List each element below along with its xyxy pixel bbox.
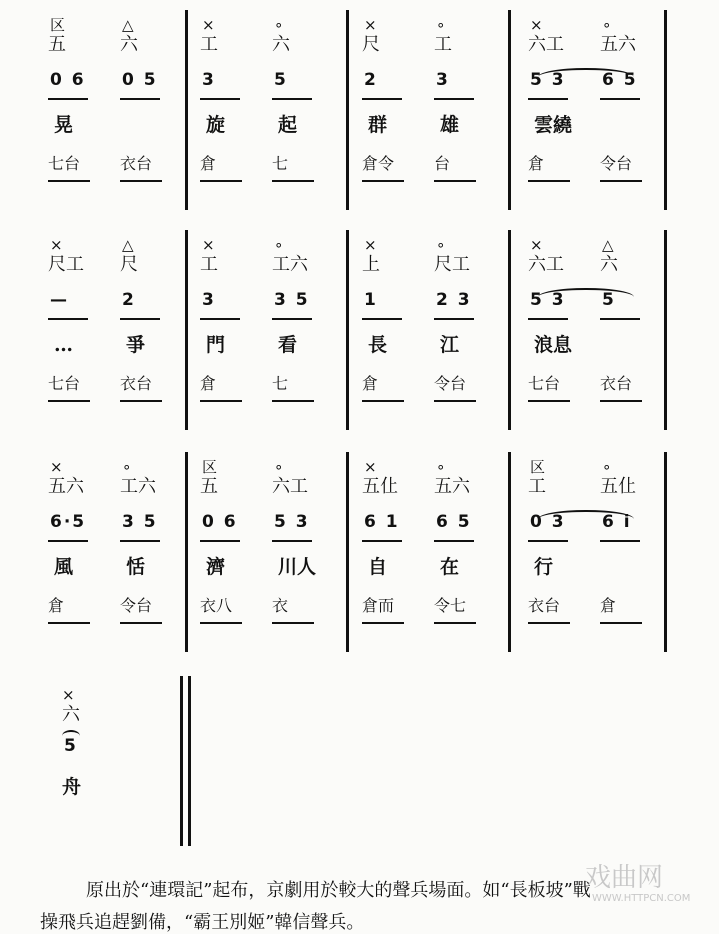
jianpu-number: 3 5 — [274, 290, 310, 310]
lyric-text: 看 — [278, 334, 298, 356]
lyric-text: 風 — [54, 556, 74, 578]
lyric-text: 晃 — [54, 114, 74, 136]
gongche-notation: 五六 — [600, 34, 636, 55]
beam-underline — [362, 318, 402, 320]
lyric-text: 恬 — [126, 556, 146, 578]
jianpu-number: 6 1 — [364, 512, 400, 532]
lyric-text: 起 — [278, 114, 298, 136]
lyric-text: 雲繞 — [534, 114, 573, 136]
percussion-text: 七台 — [48, 374, 81, 393]
percussion-underline — [48, 622, 90, 624]
jianpu-number: 5 — [602, 290, 616, 310]
mark-symbol: × — [202, 16, 215, 34]
percussion-text: 七 — [272, 374, 289, 393]
gongche-notation: 工六 — [272, 254, 308, 275]
gongche-notation: 工 — [528, 476, 546, 497]
percussion-underline — [434, 180, 476, 182]
gongche-notation: 六 — [62, 704, 80, 725]
jianpu-number: 6 i — [602, 512, 632, 532]
mark-symbol: × — [364, 458, 377, 476]
mark-symbol: ∘ — [436, 458, 446, 476]
beam-underline — [120, 540, 160, 542]
mark-symbol: 区 — [202, 458, 218, 476]
gongche-notation: 五六 — [48, 476, 84, 497]
gongche-notation: 五仩 — [600, 476, 636, 497]
percussion-text: 台 — [434, 154, 451, 173]
beam-underline — [272, 540, 312, 542]
mark-symbol: ∘ — [602, 458, 612, 476]
beam-underline — [272, 98, 312, 100]
bar-line — [664, 10, 667, 210]
mark-symbol: × — [530, 236, 543, 254]
mark-symbol: 区 — [530, 458, 546, 476]
mark-symbol: × — [364, 236, 377, 254]
percussion-text: 倉 — [48, 596, 65, 615]
mark-symbol: ∘ — [274, 16, 284, 34]
percussion-text: 倉 — [362, 374, 379, 393]
gongche-notation: 五 — [200, 476, 218, 497]
mark-symbol: ∘ — [602, 16, 612, 34]
percussion-text: 倉 — [528, 154, 545, 173]
gongche-notation: 五六 — [434, 476, 470, 497]
jianpu-number: 0 5 — [122, 70, 158, 90]
percussion-underline — [434, 622, 476, 624]
jianpu-number: 5 3 — [530, 290, 566, 310]
lyric-text: 浪息 — [534, 334, 573, 356]
jianpu-number: 2 — [364, 70, 378, 90]
gongche-notation: 尺工 — [48, 254, 84, 275]
percussion-underline — [600, 622, 642, 624]
mark-symbol: ∘ — [274, 236, 284, 254]
gongche-notation: 工 — [200, 34, 218, 55]
percussion-underline — [434, 400, 476, 402]
percussion-underline — [362, 180, 404, 182]
gongche-notation: 工 — [434, 34, 452, 55]
bar-line — [664, 230, 667, 430]
jianpu-number: 2 3 — [436, 290, 472, 310]
gongche-notation: 六 — [120, 34, 138, 55]
lyric-text: 自 — [368, 556, 388, 578]
mark-symbol: ∘ — [436, 16, 446, 34]
percussion-text: 令台 — [600, 154, 633, 173]
gongche-notation: 六工 — [528, 34, 564, 55]
beam-underline — [120, 98, 160, 100]
lyric-text: 雄 — [440, 114, 460, 136]
percussion-underline — [48, 400, 90, 402]
percussion-underline — [200, 180, 242, 182]
jianpu-number: 3 — [202, 70, 216, 90]
lyric-text: 川人 — [278, 556, 317, 578]
percussion-underline — [272, 622, 314, 624]
percussion-text: 七台 — [48, 154, 81, 173]
percussion-underline — [528, 400, 570, 402]
lyric-text: 在 — [440, 556, 460, 578]
bar-line — [180, 676, 183, 846]
percussion-text: 七台 — [528, 374, 561, 393]
beam-underline — [200, 318, 240, 320]
bar-line — [346, 452, 349, 652]
gongche-notation: 尺工 — [434, 254, 470, 275]
jianpu-number: 5 3 — [530, 70, 566, 90]
percussion-text: 衣台 — [120, 374, 153, 393]
gongche-notation: 工六 — [120, 476, 156, 497]
percussion-underline — [120, 622, 162, 624]
mark-symbol: × — [530, 16, 543, 34]
watermark-url: WWW.HTTPCN.COM — [592, 893, 691, 904]
footnote-line-1: 原出於“連環記”起布，京劇用於較大的聲兵場面。如“長板坡”戰 — [86, 880, 591, 901]
percussion-underline — [200, 400, 242, 402]
mark-symbol: ∘ — [122, 458, 132, 476]
percussion-underline — [272, 180, 314, 182]
percussion-underline — [272, 400, 314, 402]
lyric-text: 旋 — [206, 114, 226, 136]
gongche-notation: 工 — [200, 254, 218, 275]
bar-line — [508, 10, 511, 210]
jianpu-number: 6·5 — [50, 512, 87, 532]
gongche-notation: 上 — [362, 254, 380, 275]
percussion-text: 令台 — [120, 596, 153, 615]
percussion-underline — [600, 180, 642, 182]
lyric-text: 門 — [206, 334, 226, 356]
jianpu-number: 6 5 — [436, 512, 472, 532]
gongche-notation: 五仩 — [362, 476, 398, 497]
footnote-line-2: 操飛兵追趕劉備，“霸王別姬”韓信聲兵。 — [40, 912, 365, 933]
lyric-text: 群 — [368, 114, 388, 136]
beam-underline — [600, 318, 640, 320]
jianpu-number: 0 3 — [530, 512, 566, 532]
jianpu-number: 5 3 — [274, 512, 310, 532]
jianpu-number: 3 5 — [122, 512, 158, 532]
jianpu-number: 5 — [274, 70, 288, 90]
slur-arc — [538, 288, 634, 306]
mark-symbol: × — [62, 686, 75, 704]
jianpu-number: 1 — [364, 290, 378, 310]
jianpu-number: 0 6 — [202, 512, 238, 532]
percussion-text: 倉 — [200, 374, 217, 393]
beam-underline — [362, 540, 402, 542]
gongche-notation: 六 — [600, 254, 618, 275]
lyric-text: 長 — [368, 334, 388, 356]
percussion-text: 令七 — [434, 596, 467, 615]
percussion-underline — [362, 622, 404, 624]
bar-line — [346, 230, 349, 430]
bar-line — [188, 676, 191, 846]
beam-underline — [434, 98, 474, 100]
beam-underline — [434, 318, 474, 320]
percussion-text: 倉 — [200, 154, 217, 173]
bar-line — [508, 452, 511, 652]
lyric-text: 舟 — [62, 776, 82, 798]
percussion-text: 衣台 — [528, 596, 561, 615]
mark-symbol: × — [50, 458, 63, 476]
jianpu-number: 2 — [122, 290, 136, 310]
bar-line — [185, 10, 188, 210]
beam-underline — [600, 540, 640, 542]
percussion-underline — [362, 400, 404, 402]
beam-underline — [48, 540, 88, 542]
beam-underline — [200, 540, 240, 542]
jianpu-number: 3 — [436, 70, 450, 90]
percussion-underline — [600, 400, 642, 402]
gongche-notation: 六工 — [272, 476, 308, 497]
lyric-text: 爭 — [126, 334, 146, 356]
mark-symbol: △ — [602, 236, 614, 254]
percussion-underline — [48, 180, 90, 182]
percussion-text: 衣台 — [120, 154, 153, 173]
mark-symbol: △ — [122, 236, 134, 254]
percussion-underline — [120, 180, 162, 182]
percussion-text: 衣台 — [600, 374, 633, 393]
beam-underline — [528, 98, 568, 100]
beam-underline — [528, 540, 568, 542]
mark-symbol: ∘ — [436, 236, 446, 254]
gongche-notation: 尺 — [120, 254, 138, 275]
beam-underline — [434, 540, 474, 542]
lyric-text: 江 — [440, 334, 460, 356]
percussion-text: 倉令 — [362, 154, 395, 173]
gongche-notation: 五 — [48, 34, 66, 55]
beam-underline — [48, 98, 88, 100]
beam-underline — [200, 98, 240, 100]
percussion-text: 衣 — [272, 596, 289, 615]
lyric-text: … — [54, 334, 73, 356]
jianpu-number: — — [50, 290, 69, 310]
beam-underline — [362, 98, 402, 100]
beam-underline — [120, 318, 160, 320]
mark-symbol: 区 — [50, 16, 66, 34]
lyric-text: 行 — [534, 556, 554, 578]
percussion-text: 倉 — [600, 596, 617, 615]
jianpu-number: 0 6 — [50, 70, 86, 90]
percussion-underline — [120, 400, 162, 402]
percussion-underline — [528, 180, 570, 182]
percussion-text: 衣八 — [200, 596, 233, 615]
mark-symbol: △ — [122, 16, 134, 34]
jianpu-number: 5 — [64, 736, 78, 756]
jianpu-number: 6 5 — [602, 70, 638, 90]
lyric-text: 濟 — [206, 556, 226, 578]
jianpu-number: 3 — [202, 290, 216, 310]
mark-symbol: × — [50, 236, 63, 254]
mark-symbol: ∘ — [274, 458, 284, 476]
percussion-underline — [528, 622, 570, 624]
gongche-notation: 六工 — [528, 254, 564, 275]
bar-line — [185, 230, 188, 430]
bar-line — [508, 230, 511, 430]
percussion-text: 倉而 — [362, 596, 395, 615]
percussion-text: 令台 — [434, 374, 467, 393]
beam-underline — [600, 98, 640, 100]
beam-underline — [528, 318, 568, 320]
percussion-text: 七 — [272, 154, 289, 173]
watermark-logo: 戏曲网 — [585, 863, 664, 893]
slur-arc — [538, 510, 634, 528]
beam-underline — [272, 318, 312, 320]
bar-line — [346, 10, 349, 210]
gongche-notation: 尺 — [362, 34, 380, 55]
bar-line — [664, 452, 667, 652]
slur-arc — [538, 68, 634, 86]
bar-line — [185, 452, 188, 652]
mark-symbol: × — [364, 16, 377, 34]
percussion-underline — [200, 622, 242, 624]
mark-symbol: × — [202, 236, 215, 254]
beam-underline — [48, 318, 88, 320]
gongche-notation: 六 — [272, 34, 290, 55]
